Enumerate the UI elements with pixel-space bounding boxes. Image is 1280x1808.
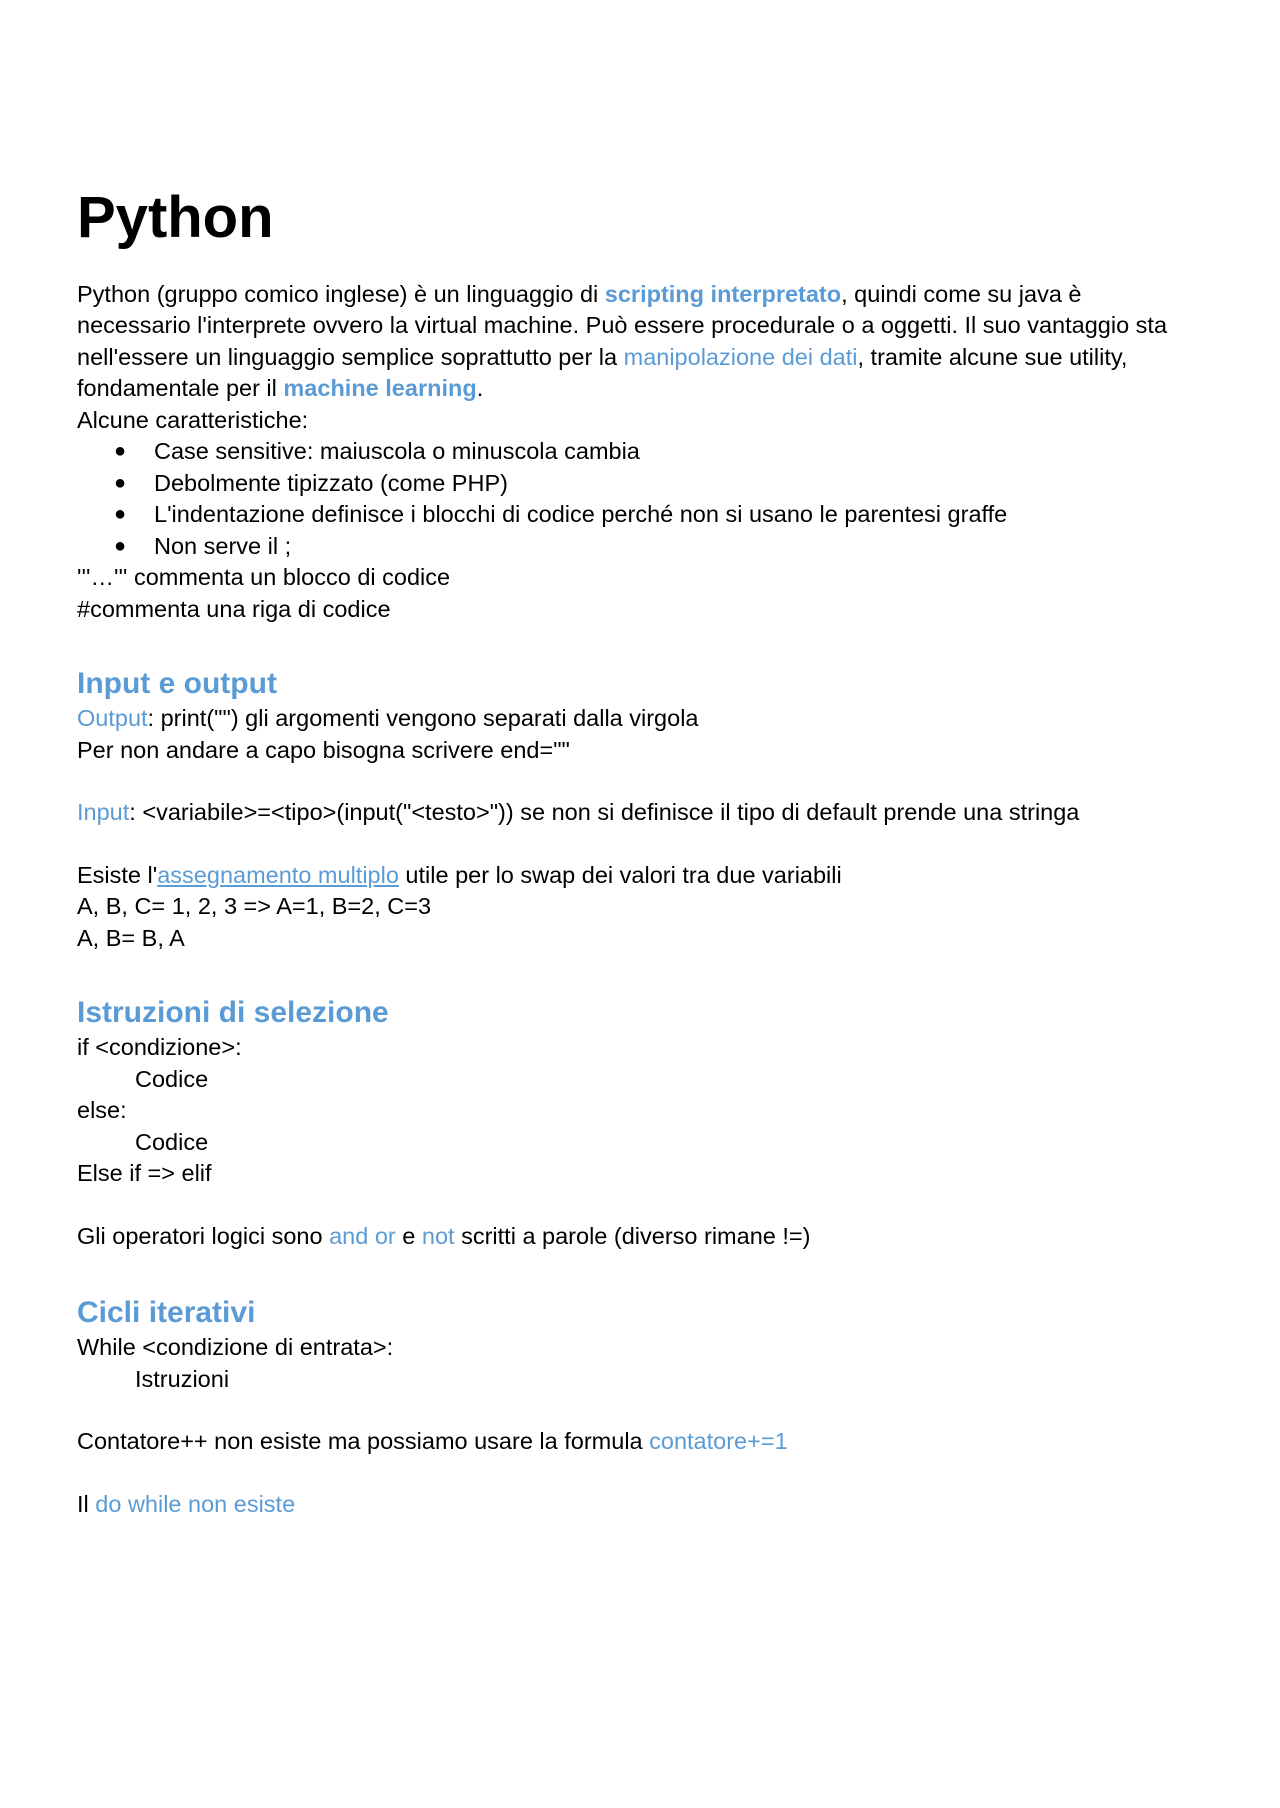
- list-item: Debolmente tipizzato (come PHP): [154, 470, 508, 496]
- multi-assign-text: utile per lo swap dei valori tra due variabili: [398, 862, 842, 888]
- code-line: Codice: [135, 1066, 209, 1092]
- code-line: Codice: [135, 1129, 209, 1155]
- intro-line-1: [77, 279, 1081, 310]
- intro-text: nell'essere un linguaggio semplice soprattutto per la: [77, 344, 624, 370]
- output-line: [77, 703, 699, 734]
- assegnamento-multiplo-link[interactable]: assegnamento multiplo: [157, 862, 399, 888]
- highlight-machine-learning: machine learning: [283, 375, 477, 401]
- operators-text: scritti a parole (diverso rimane !=): [454, 1223, 811, 1249]
- highlight-manipolazione-dati: manipolazione dei dati: [623, 344, 858, 370]
- comment-block-note: '''…''' commenta un blocco di codice: [77, 564, 451, 590]
- multi-assign-line: [77, 860, 842, 891]
- bullet-icon: ●: [114, 472, 127, 494]
- list-item: Non serve il ;: [154, 533, 292, 559]
- intro-text: , quindi come su java è: [841, 281, 1082, 307]
- highlight-contatore: contatore+=1: [649, 1428, 788, 1454]
- multi-assign-text: Esiste l': [77, 862, 158, 888]
- code-line: if <condizione>:: [77, 1034, 242, 1060]
- input-text: : <variabile>=<tipo>(input("<testo>")) se non si definisce il tipo di default prende una stringa: [129, 799, 1080, 825]
- intro-line-2: necessario l'interprete ovvero la virtual machine. Può essere procedurale o a oggetti. Il suo vantaggio sta: [77, 312, 1168, 338]
- bullet-icon: ●: [114, 535, 127, 557]
- code-line: Istruzioni: [135, 1366, 230, 1392]
- intro-line-3: [77, 342, 1127, 373]
- input-line: [77, 797, 1079, 828]
- output-text: : print("") gli argomenti vengono separati dalla virgola: [147, 705, 699, 731]
- counter-text: Contatore++ non esiste ma possiamo usare la formula: [77, 1428, 650, 1454]
- counter-line: [77, 1426, 788, 1457]
- code-line: else:: [77, 1097, 127, 1123]
- intro-text: Python (gruppo comico inglese) è un linguaggio di: [77, 281, 605, 307]
- highlight-scripting-interpretato: scripting interpretato: [604, 281, 842, 307]
- operators-text: Gli operatori logici sono: [77, 1223, 330, 1249]
- example-line-2: A, B= B, A: [77, 925, 185, 951]
- highlight-do-while: do while non esiste: [95, 1491, 296, 1517]
- output-line-2: Per non andare a capo bisogna scrivere end="": [77, 737, 570, 763]
- operators-text: e: [395, 1223, 422, 1249]
- intro-line-4: [77, 373, 483, 404]
- highlight-not: not: [421, 1223, 455, 1249]
- section-heading-cicli: Cicli iterativi: [77, 1296, 256, 1329]
- comment-line-note: #commenta una riga di codice: [77, 596, 391, 622]
- code-line: Else if => elif: [77, 1160, 212, 1186]
- list-item: L'indentazione definisce i blocchi di codice perché non si usano le parentesi graffe: [154, 501, 1008, 527]
- section-heading-selezione: Istruzioni di selezione: [77, 996, 389, 1029]
- do-while-line: [77, 1489, 295, 1520]
- page-title: Python: [77, 185, 274, 250]
- intro-text: fondamentale per il: [77, 375, 284, 401]
- output-label: Output: [77, 705, 148, 731]
- bullet-icon: ●: [114, 440, 127, 462]
- bullet-icon: ●: [114, 503, 127, 525]
- highlight-and-or: and or: [329, 1223, 396, 1249]
- intro-text: .: [476, 375, 484, 401]
- input-label: Input: [77, 799, 130, 825]
- logic-operators-line: [77, 1221, 810, 1252]
- features-intro: Alcune caratteristiche:: [77, 407, 309, 433]
- example-line-1: A, B, C= 1, 2, 3 => A=1, B=2, C=3: [77, 893, 432, 919]
- list-item: Case sensitive: maiuscola o minuscola cambia: [154, 438, 640, 464]
- code-line: While <condizione di entrata>:: [77, 1334, 394, 1360]
- intro-text: , tramite alcune sue utility,: [857, 344, 1128, 370]
- do-while-text: Il: [77, 1491, 96, 1517]
- section-heading-io: Input e output: [77, 667, 277, 700]
